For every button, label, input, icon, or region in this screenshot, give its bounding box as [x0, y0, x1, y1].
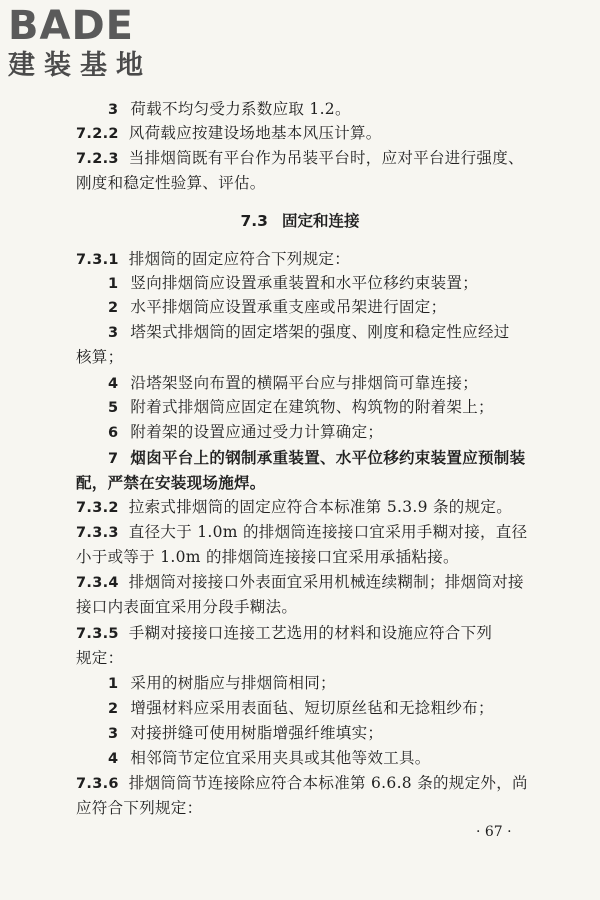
- clause-number: 7.2.3: [76, 151, 119, 167]
- clause-continuation: [76, 546, 459, 568]
- logo-word: BADE: [8, 3, 134, 49]
- clause-text: 当排烟筒既有平台作为吊装平台时，应对平台进行强度、: [128, 149, 524, 167]
- clause-text: 排烟筒的固定应符合下列规定：: [128, 250, 350, 268]
- clause-number: 7.3.6: [76, 776, 119, 792]
- item-text: 相邻筒节定位宜采用夹具或其他等效工具。: [130, 749, 431, 767]
- item-text: 核算；: [76, 348, 124, 366]
- item-number: 1: [108, 276, 119, 292]
- item-text: 荷载不均匀受力系数应取 1.2。: [130, 100, 351, 118]
- clause-continuation: [76, 596, 297, 618]
- list-item: [108, 672, 336, 695]
- clause-number: 7.3.3: [76, 525, 119, 541]
- section-title: 固定和连接: [281, 211, 360, 230]
- list-item: [108, 722, 383, 745]
- clause-text: 直径大于 1.0m 的排烟筒连接接口宜采用手糊对接，直径: [128, 523, 528, 541]
- item-number: 1: [108, 676, 119, 692]
- item-number: 3: [108, 102, 119, 118]
- item-number: 4: [108, 376, 119, 392]
- clause-7-3-4: [76, 571, 524, 594]
- list-item: [108, 296, 446, 319]
- clause-text: 小于或等于 1.0m 的排烟筒连接接口宜采用承插粘接。: [76, 548, 459, 566]
- list-item: [108, 321, 510, 344]
- clause-text: 手糊对接接口连接工艺选用的材料和设施应符合下列: [128, 624, 493, 642]
- list-item-mandatory: [108, 447, 525, 470]
- item-number: 2: [108, 300, 119, 316]
- item-number: 5: [108, 400, 119, 416]
- clause-number: 7.3.2: [76, 500, 119, 516]
- page-number: · 67 ·: [476, 824, 512, 840]
- item-text: 附着架的设置应通过受力计算确定；: [130, 423, 384, 441]
- clause-text: 排烟筒对接接口外表面宜采用机械连续糊制；排烟筒对接: [128, 573, 524, 591]
- item-text: 竖向排烟筒应设置承重装置和水平位移约束装置；: [130, 274, 478, 292]
- clause-text: 接口内表面宜采用分段手糊法。: [76, 598, 298, 616]
- clause-text: 刚度和稳定性验算、评估。: [76, 174, 266, 192]
- list-item-continuation: [76, 472, 266, 494]
- list-item: [108, 272, 478, 295]
- section-heading: [0, 210, 600, 232]
- item-number: 7: [108, 451, 119, 467]
- clause-number: 7.2.2: [76, 126, 119, 142]
- item-number: 3: [108, 726, 119, 742]
- item-number: 4: [108, 751, 119, 767]
- list-item-continuation: [76, 346, 123, 368]
- clause-7-3-6: [76, 772, 528, 795]
- clause-7-3-5: [76, 622, 492, 645]
- clause-text: 拉索式排烟筒的固定应符合本标准第 5.3.9 条的规定。: [128, 498, 512, 516]
- item-text: 烟囱平台上的钢制承重装置、水平位移约束装置应预制装: [130, 448, 526, 467]
- clause-text: 应符合下列规定：: [76, 799, 203, 817]
- item-text: 沿塔架竖向布置的横隔平台应与排烟筒可靠连接；: [130, 374, 478, 392]
- item-text: 采用的树脂应与排烟筒相同；: [130, 674, 336, 692]
- clause-7-2-2: [76, 122, 382, 145]
- item-text: 塔架式排烟筒的固定塔架的强度、刚度和稳定性应经过: [130, 323, 510, 341]
- list-item: [108, 697, 494, 720]
- logo-subtitle: 建装基地: [8, 50, 152, 81]
- list-item: [108, 98, 351, 121]
- clause-7-2-3: [76, 147, 524, 170]
- item-text: 增强材料应采用表面毡、短切原丝毡和无捻粗纱布；: [130, 699, 494, 717]
- item-text: 对接拼缝可使用树脂增强纤维填实；: [130, 724, 384, 742]
- clause-continuation: [76, 172, 266, 194]
- item-text: 配，严禁在安装现场施焊。: [76, 473, 266, 492]
- clause-continuation: [76, 647, 123, 669]
- item-number: 3: [108, 325, 119, 341]
- item-text: 水平排烟筒应设置承重支座或吊架进行固定；: [130, 298, 447, 316]
- clause-number: 7.3.5: [76, 626, 119, 642]
- list-item: [108, 747, 431, 770]
- section-number: 7.3: [240, 212, 268, 230]
- list-item: [108, 372, 478, 395]
- clause-7-3-1: [76, 248, 350, 271]
- clause-text: 规定：: [76, 649, 124, 667]
- list-item: [108, 396, 494, 419]
- clause-number: 7.3.4: [76, 575, 119, 591]
- list-item: [108, 421, 383, 444]
- clause-text: 风荷载应按建设场地基本风压计算。: [128, 124, 382, 142]
- clause-continuation: [76, 797, 202, 819]
- item-number: 2: [108, 701, 119, 717]
- clause-7-3-3: [76, 521, 527, 544]
- bade-logo: [8, 4, 178, 82]
- item-number: 6: [108, 425, 119, 441]
- clause-text: 排烟筒筒节连接除应符合本标准第 6.6.8 条的规定外，尚: [128, 774, 528, 792]
- clause-7-3-2: [76, 496, 512, 519]
- clause-number: 7.3.1: [76, 252, 119, 268]
- item-text: 附着式排烟筒应固定在建筑物、构筑物的附着架上；: [130, 398, 494, 416]
